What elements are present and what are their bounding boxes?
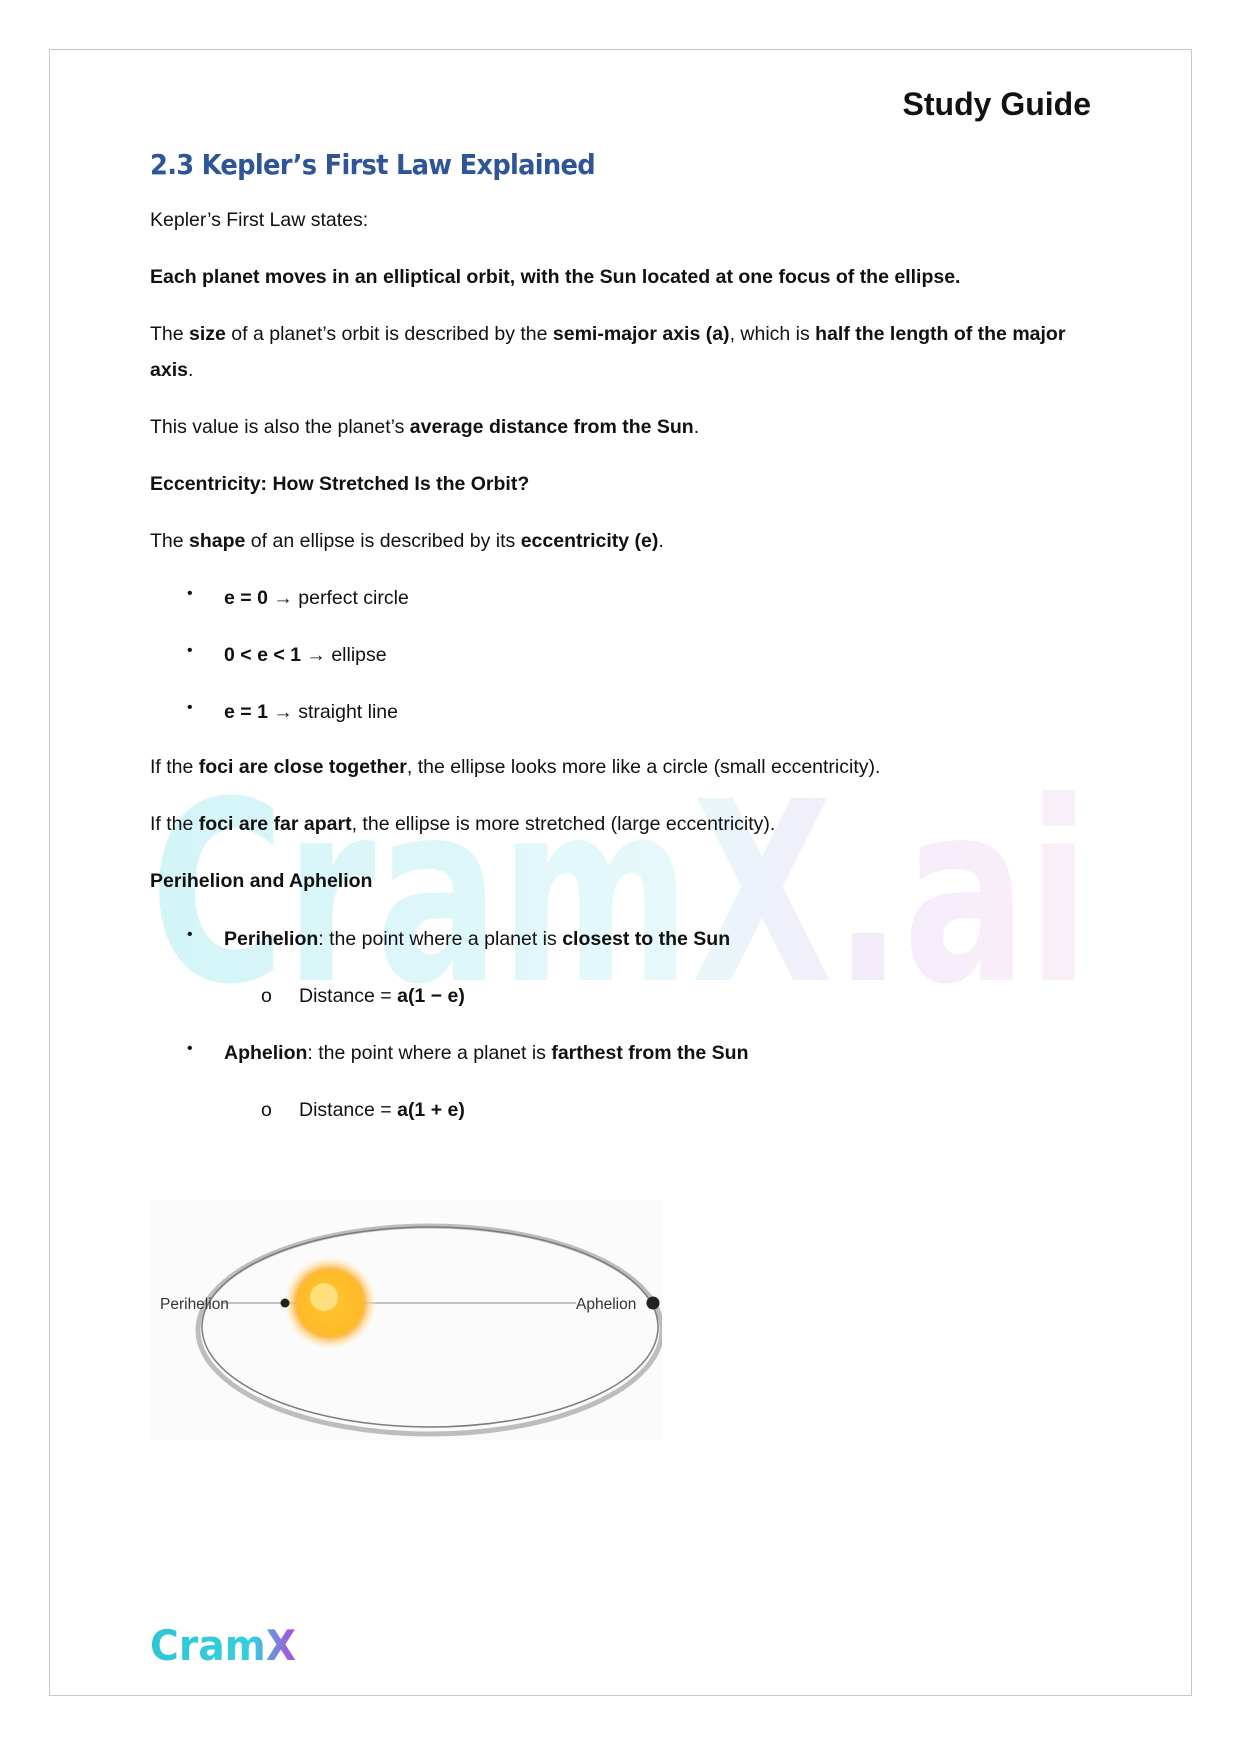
intro-text: Kepler’s First Law states: [150, 209, 369, 231]
list-item: e = 1 → straight line [224, 701, 398, 723]
foci-far-paragraph: If the foci are far apart, the ellipse is more stretched (large eccentricity). [150, 813, 776, 835]
perihelion-label: Perihelion [160, 1296, 229, 1313]
eccentricity-heading: Eccentricity: How Stretched Is the Orbit? [150, 473, 530, 495]
bullet: • [187, 699, 193, 716]
sub-bullet: o [261, 985, 272, 1007]
aphelion-item: Aphelion: the point where a planet is farthest from the Sun [224, 1042, 749, 1064]
aphelion-point [647, 1297, 660, 1310]
perihelion-distance: Distance = a(1 − e) [299, 985, 465, 1007]
section-heading: 2.3 Kepler’s First Law Explained [150, 148, 595, 181]
bullet: • [187, 642, 193, 659]
bullet: • [187, 585, 193, 602]
sub-bullet: o [261, 1099, 272, 1121]
header-title: Study Guide [902, 86, 1091, 122]
logo-text: CramX [150, 1621, 296, 1668]
perihelion-point [281, 1299, 290, 1308]
size-paragraph: The size of a planet’s orbit is described by the semi-major axis (a), which is half the length of the major axis. [150, 323, 1066, 381]
orbit-diagram [150, 1200, 662, 1440]
perihelion-aphelion-heading: Perihelion and Aphelion [150, 870, 373, 892]
bullet: • [187, 926, 193, 943]
foci-close-paragraph: If the foci are close together, the ellipse looks more like a circle (small eccentricity). [150, 756, 881, 778]
list-item: e = 0 → perfect circle [224, 587, 409, 609]
shape-paragraph: The shape of an ellipse is described by its eccentricity (e). [150, 530, 664, 552]
cramx-logo [150, 1620, 300, 1668]
law-statement: Each planet moves in an elliptical orbit, with the Sun located at one focus of the ellipse. [150, 266, 961, 288]
aphelion-label: Aphelion [576, 1296, 637, 1313]
list-item: 0 < e < 1 → ellipse [224, 644, 387, 666]
watermark-text: CramX.ai [150, 760, 1090, 1020]
perihelion-item: Perihelion: the point where a planet is closest to the Sun [224, 928, 731, 950]
average-distance-paragraph: This value is also the planet’s average distance from the Sun. [150, 416, 700, 438]
bullet: • [187, 1040, 193, 1057]
aphelion-distance: Distance = a(1 + e) [299, 1099, 465, 1121]
